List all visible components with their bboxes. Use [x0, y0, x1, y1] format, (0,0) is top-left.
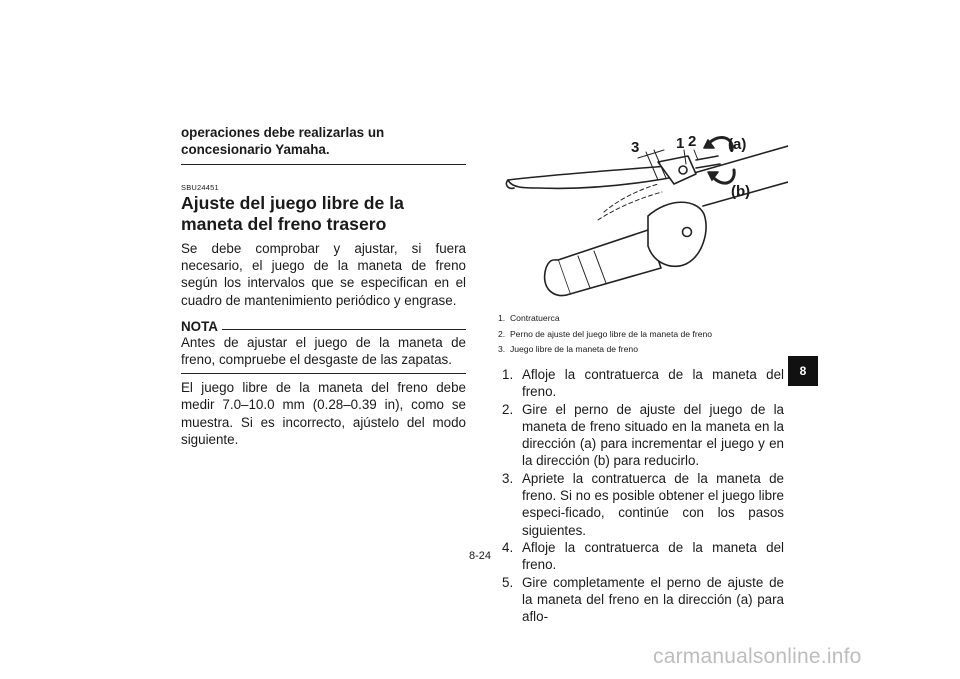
- note-header: [181, 319, 466, 334]
- legend-item: 3. Juego libre de la maneta de freno: [498, 344, 638, 355]
- legend-item: 1. Contratuerca: [498, 313, 560, 323]
- callout-2: 2: [688, 133, 697, 150]
- watermark: carmanualsonline.info: [653, 645, 862, 668]
- note-label: NOTA: [181, 318, 218, 334]
- legend-item: 2. Perno de ajuste del juego libre de la maneta de freno: [498, 328, 713, 339]
- callout-3: 3: [631, 139, 640, 156]
- note-rule: [222, 329, 466, 330]
- step-item: 1. Afloje la contratuerca de la maneta del freno.: [502, 367, 784, 400]
- page-number: 8-24: [469, 550, 492, 562]
- chapter-tab[interactable]: 8: [788, 356, 818, 386]
- procedure-steps: [502, 366, 784, 625]
- note-end-rule: [181, 373, 466, 374]
- callout-b: (b): [731, 183, 751, 200]
- section-divider: [181, 164, 466, 165]
- step-item: 4. Afloje la contratuerca de la maneta del freno.: [502, 539, 784, 573]
- step-item: 2. Gire el perno de ajuste del juego de la maneta de freno situado en la maneta en la dirección (a) para incrementar el juego y en la dirección (b) para reducirlo.: [502, 401, 784, 469]
- intro-paragraph: Se debe comprobar y ajustar, si fuera necesario, el juego de la maneta de freno según los intervalos que se especifican en el cuadro de mantenimiento periódico y engrase.: [181, 241, 466, 308]
- lead-text: operaciones debe realizarlas un concesionario Yamaha.: [181, 125, 385, 157]
- section-title: Ajuste del juego libre de la maneta del freno trasero: [181, 193, 404, 234]
- left-column: [181, 124, 466, 448]
- callout-a: (a): [728, 136, 747, 153]
- step-item: 3. Apriete la contratuerca de la maneta de freno. Si no es posible obtener el juego libre especi-ficado, continúe con los pasos siguientes.: [502, 470, 784, 538]
- section-code: SBU24451: [181, 183, 219, 192]
- brake-lever-illustration: [498, 128, 788, 310]
- note-text: Antes de ajustar el juego de la maneta de freno, compruebe el desgaste de las zapatas.: [181, 334, 466, 368]
- callout-1: 1: [676, 135, 685, 152]
- spec-paragraph: El juego libre de la maneta del freno debe medir 7.0–10.0 mm (0.28–0.39 in), como se muestra. Si es incorrecto, ajústelo del modo siguiente.: [181, 380, 466, 447]
- brake-lever-drawing: [498, 128, 788, 310]
- figure-legend: [498, 311, 788, 358]
- step-item: 5. Gire completamente el perno de ajuste de la maneta del freno en la dirección (a) para aflo-: [502, 574, 784, 625]
